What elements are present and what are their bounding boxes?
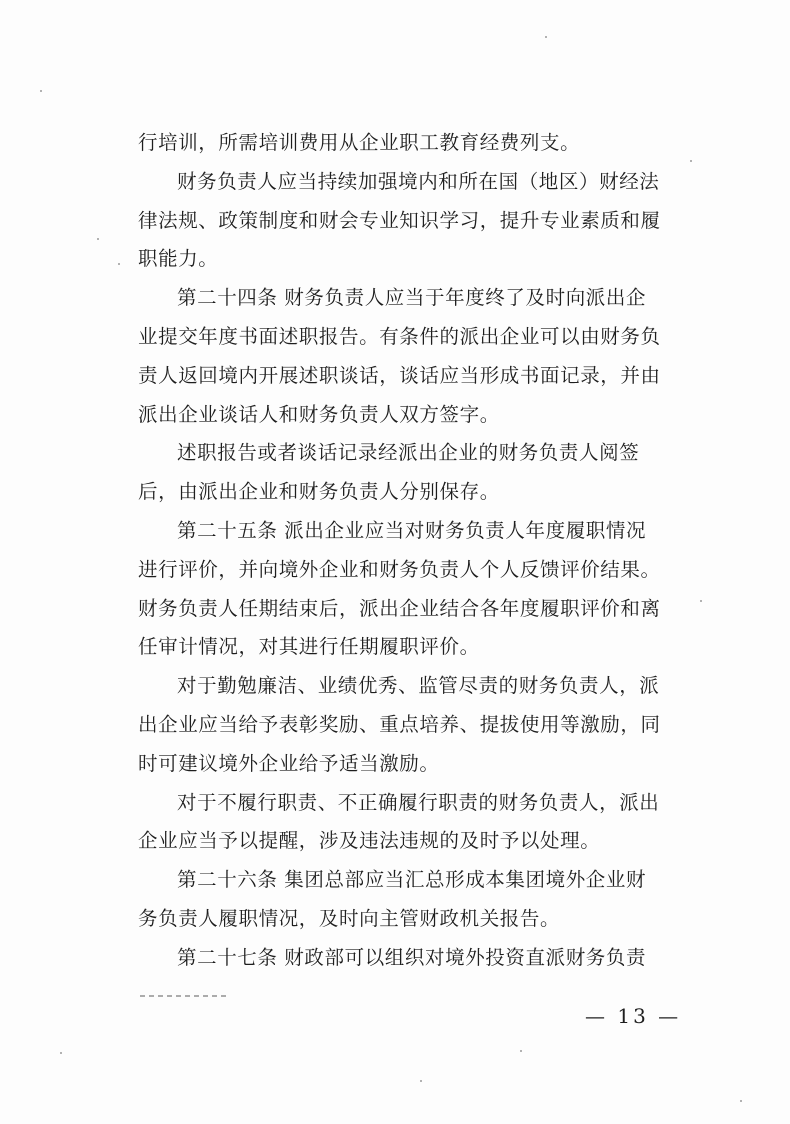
text-line: 任审计情况，对其进行任期履职评价。	[138, 635, 480, 659]
text-line: 时可建议境外企业给予适当激励。	[138, 751, 440, 775]
scan-speck	[520, 1050, 522, 1052]
scan-speck	[740, 1100, 742, 1102]
scan-speck	[60, 1052, 62, 1054]
page-number: — 13 —	[585, 1004, 682, 1028]
text-line: 进行评价，并向境外企业和财务负责人个人反馈评价结果。	[138, 557, 661, 581]
text-line: 后，由派出企业和财务负责人分别保存。	[138, 480, 500, 504]
scan-speck	[545, 36, 547, 38]
scan-speck	[97, 238, 99, 240]
body-text	[138, 124, 668, 978]
scan-smudge	[140, 995, 230, 997]
text-line: 行培训，所需培训费用从企业职工教育经费列支。	[138, 131, 581, 154]
scan-speck	[700, 600, 702, 602]
text-line: 务负责人履职情况，及时向主管财政机关报告。	[138, 906, 561, 930]
article-27-heading-line: 第二十七条 财政部可以组织对境外投资直派财务负责	[177, 945, 647, 969]
text-line: 业提交年度书面述职报告。有条件的派出企业可以由财务负	[138, 324, 661, 348]
text-line: 财务负责人任期结束后，派出企业结合各年度履职评价和离	[138, 596, 661, 620]
text-line: 企业应当予以提醒，涉及违法违规的及时予以处理。	[138, 829, 601, 853]
scan-speck	[118, 263, 120, 265]
text-line: 职能力。	[138, 247, 219, 271]
text-line: 财务负责人应当持续加强境内和所在国（地区）财经法	[177, 169, 660, 193]
text-line: 对于勤勉廉洁、业绩优秀、监管尽责的财务负责人，派	[177, 674, 660, 698]
text-line: 责人返回境内开展述职谈话，谈话应当形成书面记录，并由	[138, 363, 661, 387]
article-26-heading-line: 第二十六条 集团总部应当汇总形成本集团境外企业财	[177, 868, 647, 892]
article-24-heading-line: 第二十四条 财务负责人应当于年度终了及时向派出企	[177, 286, 647, 310]
text-line: 派出企业谈话人和财务负责人双方签字。	[138, 402, 500, 426]
scan-speck	[690, 160, 692, 162]
text-line: 律法规、政策制度和财会专业知识学习，提升专业素质和履	[138, 208, 661, 232]
scan-speck	[40, 90, 42, 92]
article-25-heading-line: 第二十五条 派出企业应当对财务负责人年度履职情况	[177, 518, 647, 542]
text-line: 出企业应当给予表彰奖励、重点培养、提拔使用等激励，同	[138, 712, 661, 736]
scan-speck	[420, 1080, 422, 1082]
text-line: 对于不履行职责、不正确履行职责的财务负责人，派出	[177, 790, 660, 814]
text-line: 述职报告或者谈话记录经派出企业的财务负责人阅签	[177, 441, 640, 465]
